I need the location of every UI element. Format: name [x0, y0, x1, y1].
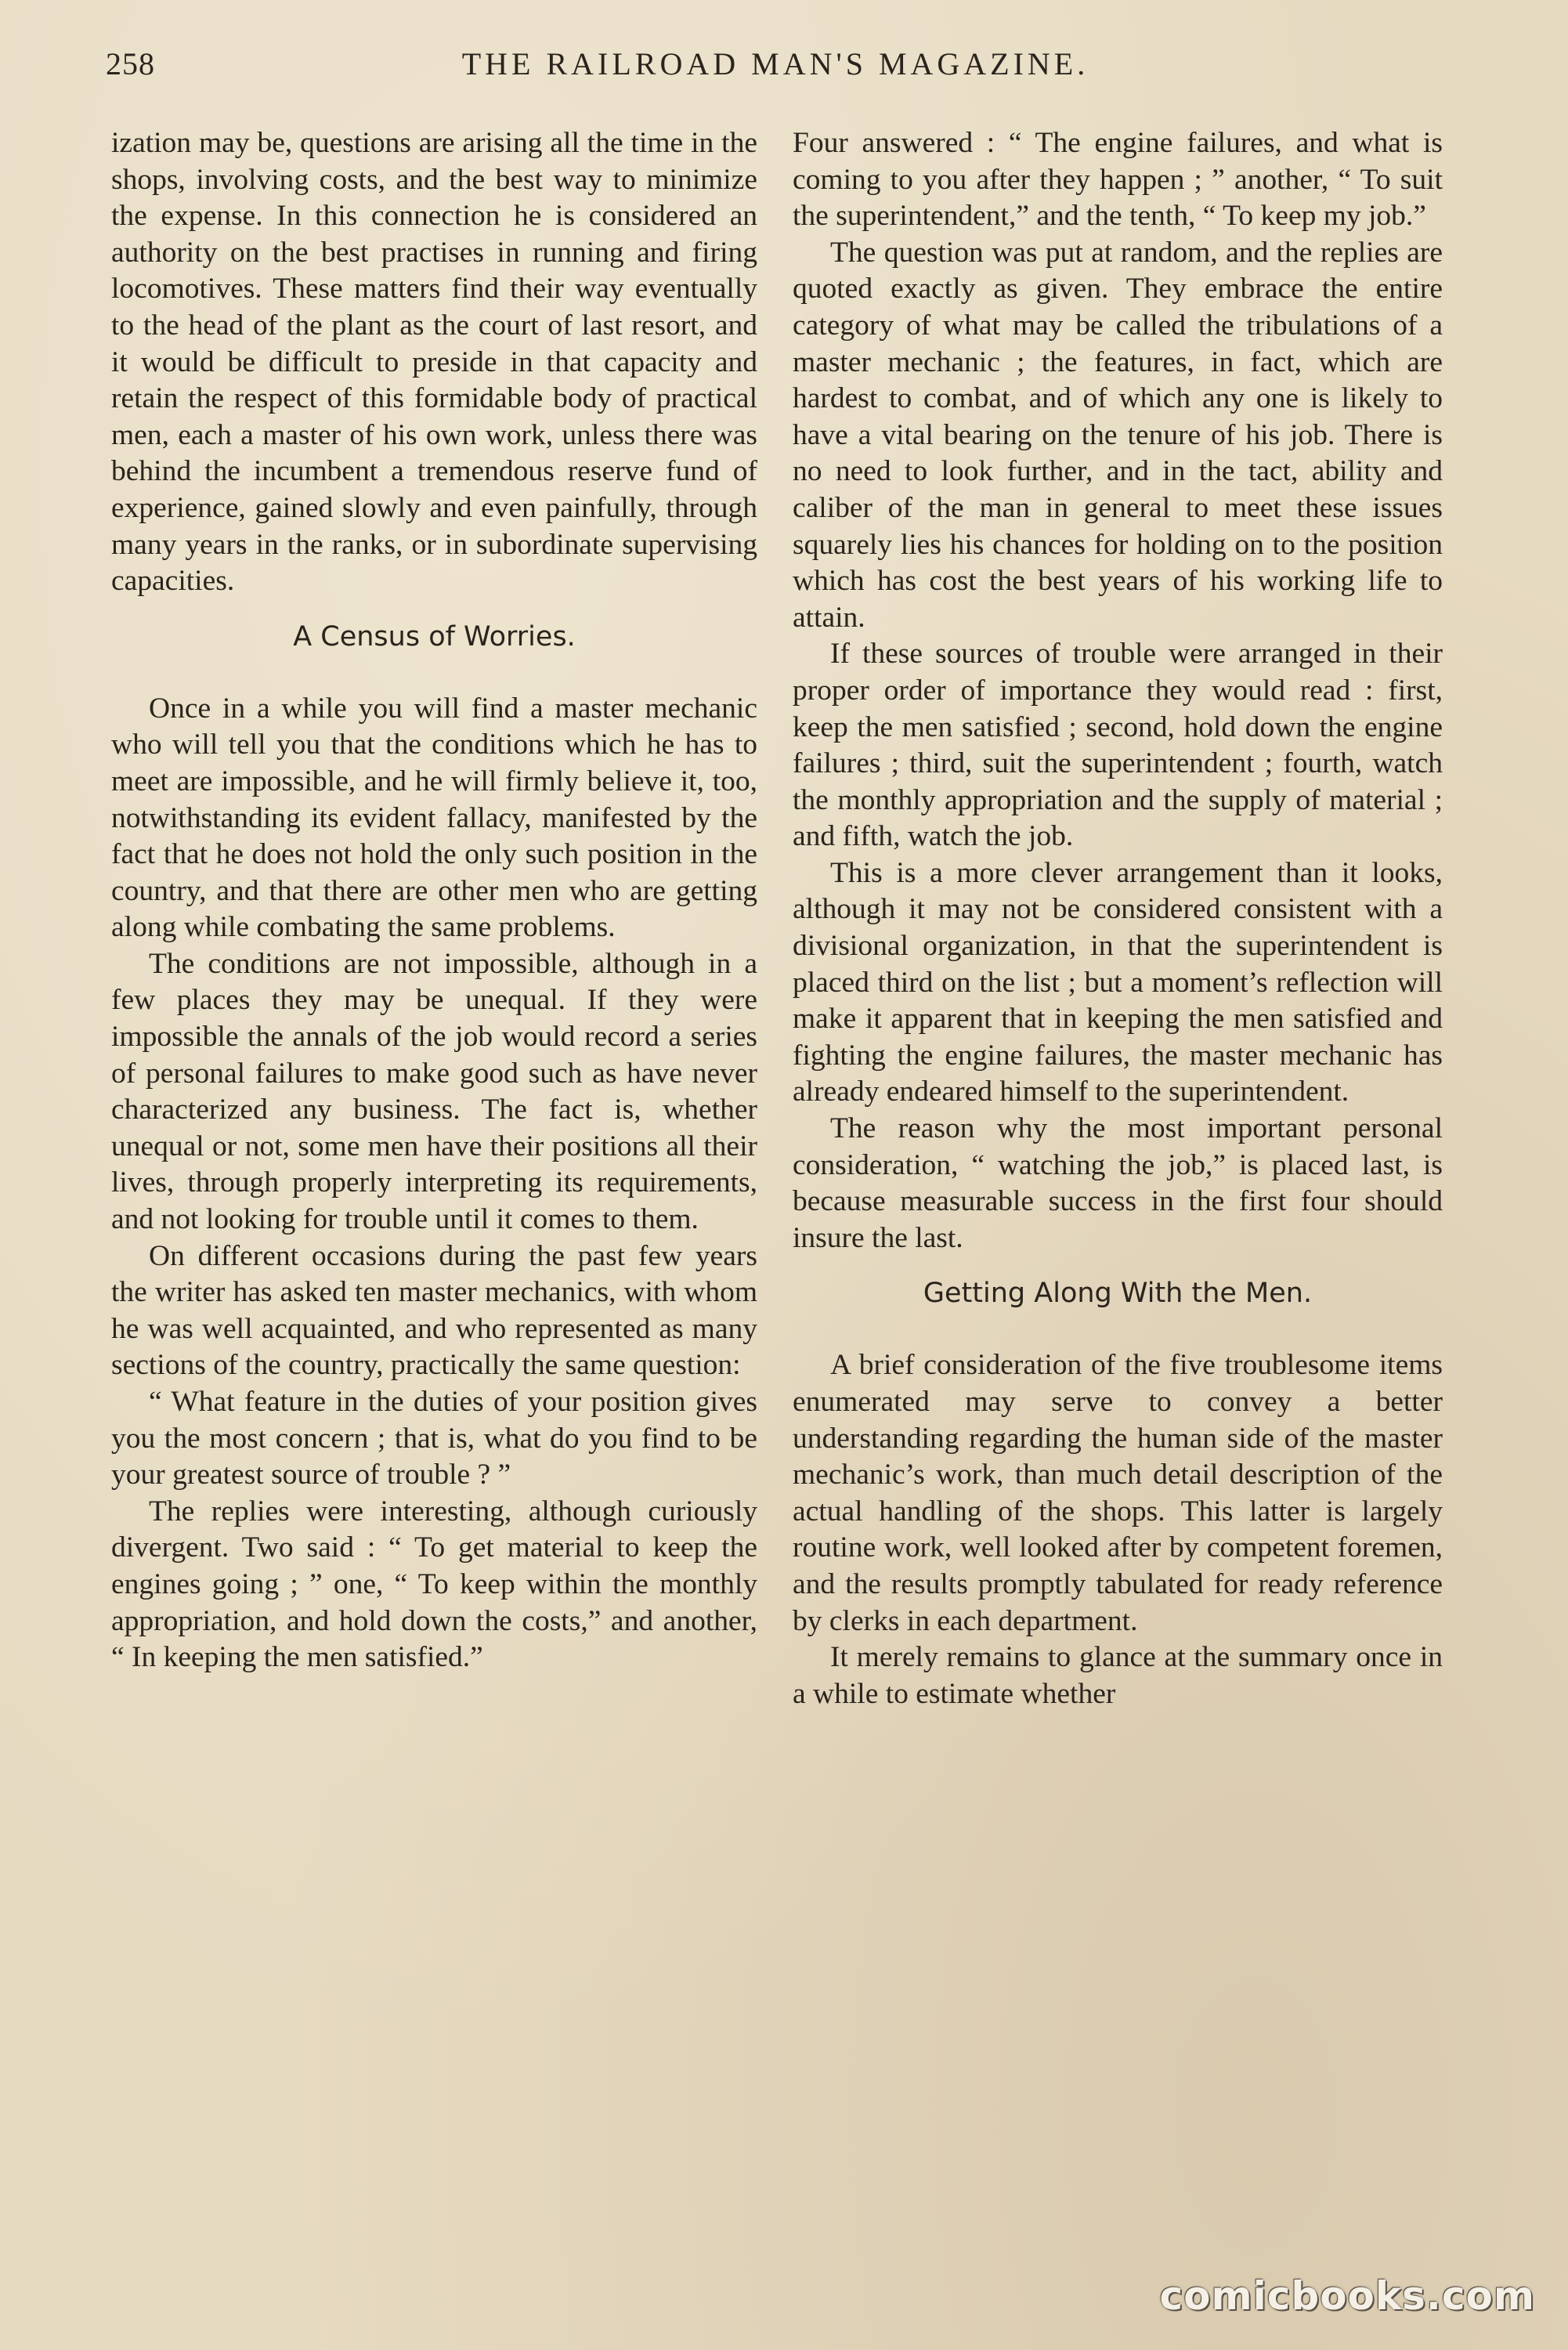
section-heading: A Census of Worries.	[293, 620, 576, 653]
right-column	[793, 125, 1443, 1712]
paragraph: Once in a while you will find a master mechanic who will tell you that the conditions which he has to meet are impossible, and he will firmly believe it, too, notwithstanding its evident fallacy, manifested by the fact that he does not hold the only such position in the country, and that there are other men who are getting along while combating the same problems.	[111, 692, 757, 944]
paragraph: The conditions are not impossible, although in a few places they may be unequal. If they were impossible the annals of the job would record a series of personal failures to make good such as have never characterized any business. The fact is, whether unequal or not, some men have their positions all their lives, through properly interpreting its requirements, and not looking for trouble until it comes to them.	[111, 947, 757, 1236]
page-number: 258	[106, 46, 155, 81]
paragraph: The reason why the most important personal consideration, “ watching the job,” is placed last, is because measurable success in the first four should insure the last.	[793, 1112, 1443, 1254]
section-heading: Getting Along With the Men.	[923, 1278, 1313, 1310]
paragraph: ization may be, questions are arising all the time in the shops, involving costs, and the best way to minimize the expense. In this connection he is considered an authority on the best practises in running and firing locomotives. These matters find their way eventually to the head of the plant as the court of last resort, and it would be difficult to preside in that capacity and retain the respect of this formidable body of practical men, each a master of his own work, unless there was behind the incumbent a tremendous reserve fund of experience, gained slowly and even painfully, through many years in the ranks, or in subordinate supervising capacities.	[111, 127, 757, 598]
paragraph: This is a more clever arrangement than it looks, although it may not be considered consistent with a divisional organization, in that the superintendent is placed third on the list ; but a moment’s reflection will make it apparent that in keeping the men satisfied and fighting the engine failures, the master mechanic has already endeared himself to the superintendent.	[793, 856, 1443, 1108]
watermark: comicbooks.com	[1159, 2273, 1535, 2319]
paragraph: If these sources of trouble were arranged in their proper order of importance they would read : first, keep the men satisfied ; second, hold down the engine failures ; third, suit the superintendent ; fourth, watch the monthly appropriation and the supply of material ; and fifth, watch the job.	[793, 638, 1443, 853]
paragraph: It merely remains to glance at the summary once in a while to estimate whether	[793, 1641, 1443, 1710]
paragraph: The replies were interesting, although curiously divergent. Two said : “ To get material to keep the engines going ; ” one, “ To keep within the monthly appropriation, and hold down the costs,” and another, “ In keeping the men satisfied.”	[111, 1495, 757, 1674]
left-column	[111, 125, 757, 1676]
page-header	[106, 45, 1445, 92]
paragraph: On different occasions during the past few years the writer has asked ten master mechanics, with whom he was well acquainted, and who represented as many sections of the country, practically the same question:	[111, 1239, 757, 1382]
quoted-question: “ What feature in the duties of your position gives you the most concern ; that is, what do you find to be your greatest source of trouble ? ”	[111, 1386, 757, 1491]
running-head: THE RAILROAD MAN'S MAGAZINE.	[461, 46, 1089, 81]
paragraph: Four answered : “ The engine failures, and what is coming to you after they happen ; ” another, “ To suit the superintendent,” and the tenth, “ To keep my job.”	[793, 127, 1443, 233]
paragraph: A brief consideration of the five troublesome items enumerated may serve to convey a better understanding regarding the human side of the master mechanic’s work, than much detail description of the actual handling of the shops. This latter is largely routine work, well looked after by competent foremen, and the results promptly tabulated for ready reference by clerks in each department.	[793, 1349, 1443, 1637]
paragraph: The question was put at random, and the replies are quoted exactly as given. They embrace the entire category of what may be called the tribulations of a master mechanic ; the features, in fact, which are hardest to combat, and of which any one is likely to have a vital bearing on the tenure of his job. There is no need to look further, and in the tact, ability and caliber of the man in general to meet these issues squarely lies his chances for holding on to the position which has cost the best years of his working life to attain.	[793, 236, 1443, 634]
